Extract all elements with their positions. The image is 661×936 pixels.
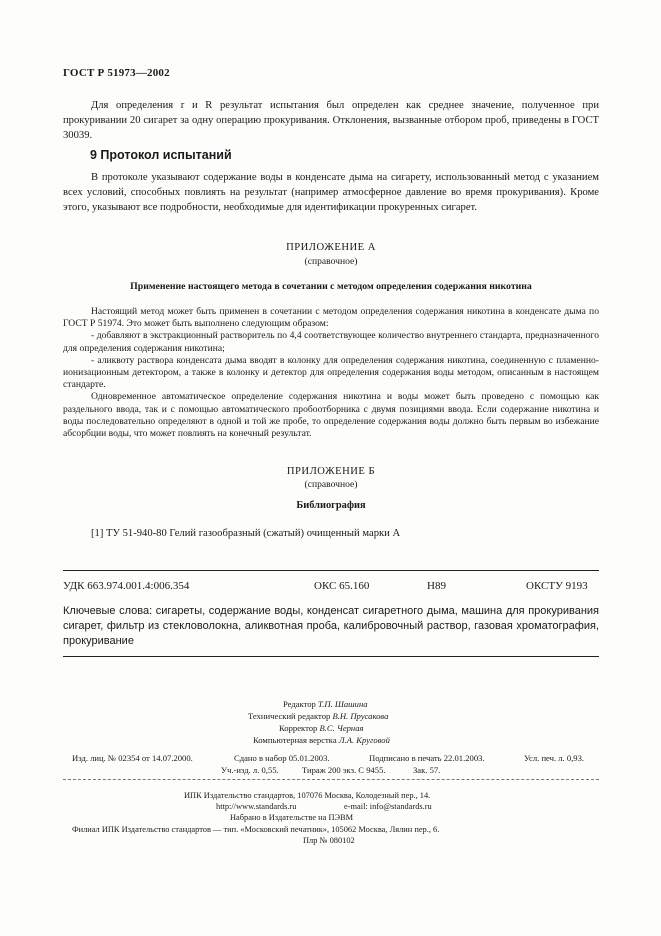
editor-line [283, 699, 368, 709]
uch-izd: Уч.-изд. л. 0,55. [221, 765, 279, 775]
editor-label: Редактор [283, 699, 316, 709]
tech-editor-name: В.Н. Прусакова [332, 711, 389, 721]
appendix-a-label: ПРИЛОЖЕНИЕ А [286, 242, 376, 253]
corrector-label: Корректор [279, 723, 318, 733]
section9-paragraph [63, 170, 599, 215]
usl-pech: Усл. печ. л. 0,93. [524, 753, 585, 763]
publisher-address: ИПК Издательство стандартов, 107076 Москва, Колодезный пер., 14. [184, 791, 431, 800]
keywords: Ключевые слова: сигареты, содержание воды, конденсат сигаретного дыма, машина для прокуривания сигарет, фильтр из стекловолокна, аликвотная проба, калибровочный раствор, газовая хроматография, прокуривание [63, 605, 599, 647]
protocol-text: В протоколе указывают содержание воды в конденсате дыма на сигарету, использованный метод с указанием всех условий, способных повлиять на результат (например атмосферное давление во время прокуривания). Кроме этого, указывают все подробности, необходимые для идентификации прокуренных сигарет. [63, 172, 599, 213]
appendix-a-p1: Настоящий метод может быть применен в сочетании с методом определения содержания никотина в конденсате дыма по ГОСТ Р 51974. Это может быть выполнено следующим образом: [63, 306, 599, 330]
h-code: Н89 [427, 580, 446, 592]
okstu-code: ОКСТУ 9193 [526, 580, 588, 592]
typeset-note: Набрано в Издательстве на ПЭВМ [230, 813, 354, 822]
appendix-a-sub: (справочное) [304, 256, 358, 267]
layout-label: Компьютерная верстка [253, 735, 337, 745]
tech-editor-line [248, 711, 388, 721]
appendix-b-label: ПРИЛОЖЕНИЕ Б [286, 466, 376, 477]
precision-text: Для определения r и R результат испытания был определен как среднее значение, полученное при прокуривании 20 сигарет за одну операцию прокуривания. Отклонения, вызванные отбором проб, приведены в ГОСТ 30039. [63, 100, 599, 141]
bottom-rule [63, 656, 599, 657]
license: Изд. лиц. № 02354 от 14.07.2000. [72, 753, 193, 763]
dashed-divider [63, 779, 599, 780]
appendix-b-sub: (справочное) [304, 479, 358, 490]
section8-paragraph [63, 98, 599, 143]
appendix-a-p2: Одновременное автоматическое определение содержания никотина и воды может быть проведено с помощью как раздельного ввода, так и с помощью автоматического пробоотборника с двумя позициями ввода. Если содержание никотина и воды последовательно определяют в одной и той же пробе, то определение содержания воды должно быть первым во избежание абсорбции воды, что может повлиять на конечный результат. [63, 391, 599, 440]
udk-code: УДК 663.974.001.4:006.354 [63, 580, 190, 592]
set-date: Сдано в набор 05.01.2003. [234, 753, 330, 763]
top-rule [63, 570, 599, 571]
oks-code: ОКС 65.160 [314, 580, 370, 592]
appendix-a-body [63, 306, 599, 440]
printer-branch: Филиал ИПК Издательство стандартов — тип. «Московский печатник», 105062 Москва, Лялин пер., 6. [72, 825, 440, 834]
publisher-website: http://www.standards.ru [216, 802, 297, 811]
tech-editor-label: Технический редактор [248, 711, 331, 721]
layout-line [253, 735, 390, 745]
document-code: ГОСТ Р 51973—2002 [63, 67, 170, 79]
signed-date: Подписано в печать 22.01.2003. [369, 753, 485, 763]
section9-title: 9 Протокол испытаний [90, 148, 232, 162]
bibliography-entry [63, 526, 599, 541]
layout-name: Л.А. Круговой [338, 735, 390, 745]
corrector-line [279, 723, 363, 733]
appendix-a-title: Применение настоящего метода в сочетании с методом определения содержания никотина [130, 281, 532, 292]
editor-name: Т.П. Шашина [318, 699, 368, 709]
plr-number: Плр № 080102 [303, 836, 355, 845]
publisher-email: e-mail: info@standards.ru [344, 802, 432, 811]
corrector-name: В.С. Черная [319, 723, 364, 733]
tirazh: Тираж 200 экз. С 9455. [302, 765, 386, 775]
appendix-a-bullet-2: - аликвоту раствора конденсата дыма вводят в колонку для определения содержания никотина, соединенную с пламенно-ионизационным детектором, а также в колонку и детектор для определения содержания воды методом, описанным в настоящем стандарте. [63, 354, 599, 391]
appendix-a-bullet-1: - добавляют в экстракционный растворитель по 4,4 соответствующее количество внутреннего стандарта, предназначенного для определения содержания никотина; [63, 330, 599, 354]
order-number: Зак. 57. [413, 765, 441, 775]
bibliography-ref-1: [1] ТУ 51-940-80 Гелий газообразный (сжатый) очищенный марки А [91, 528, 401, 539]
appendix-b-title: Библиография [296, 500, 366, 511]
